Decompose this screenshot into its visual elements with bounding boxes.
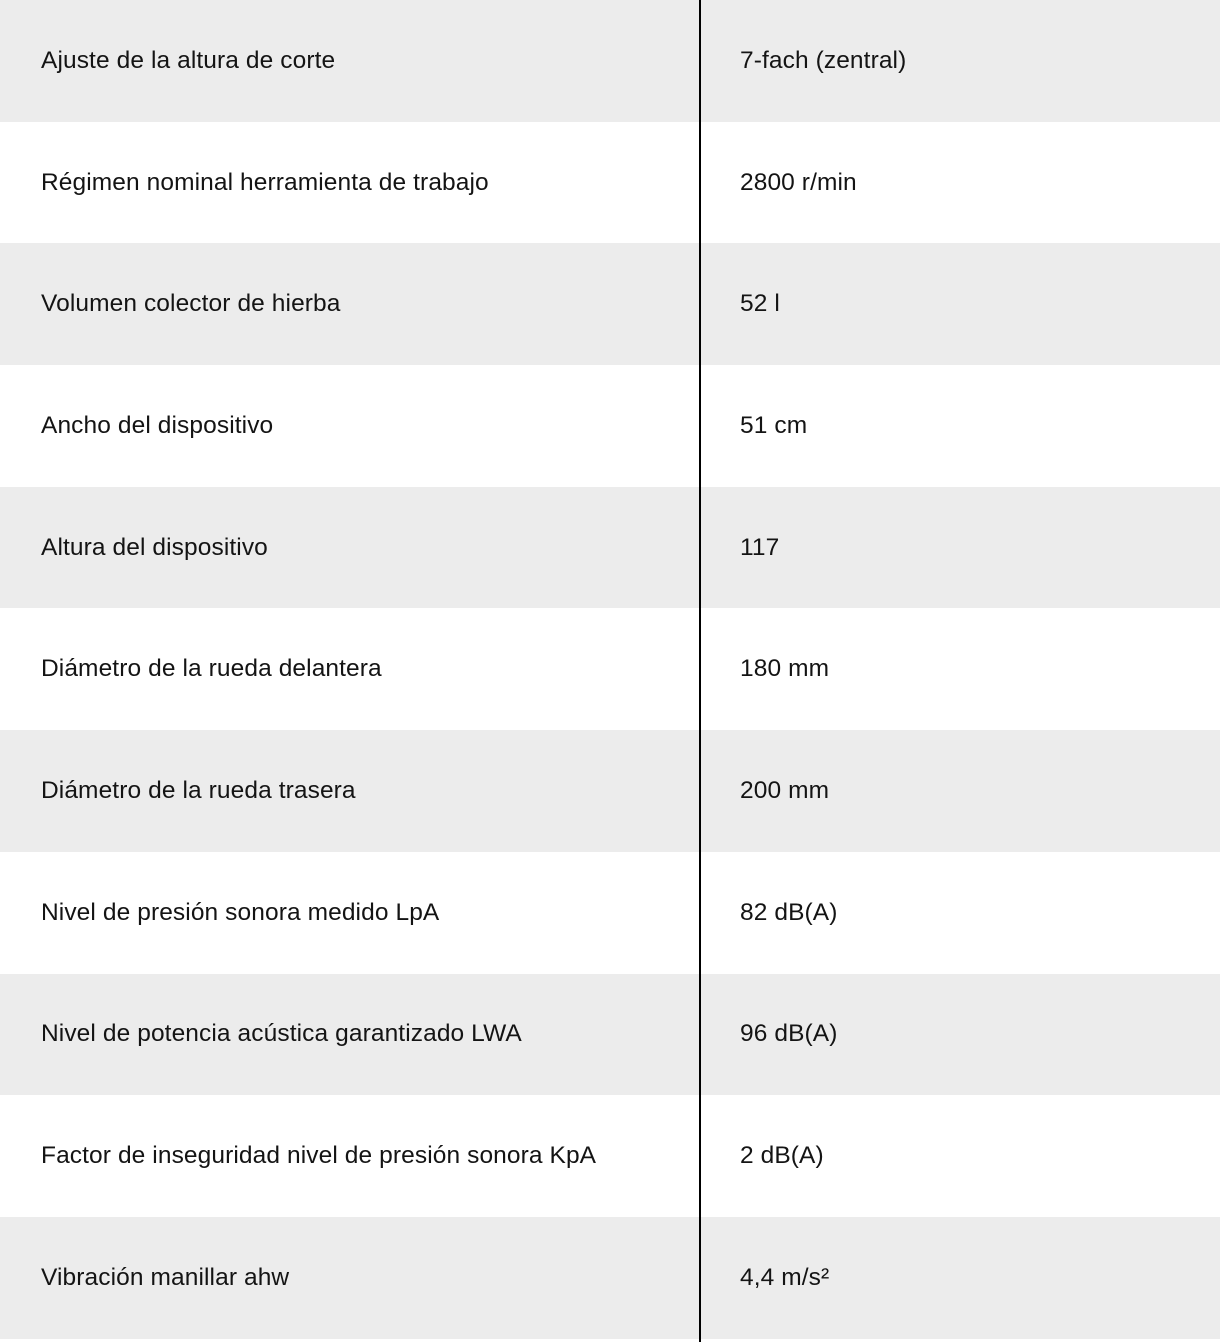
- spec-label-cell: Diámetro de la rueda delantera: [41, 655, 382, 683]
- spec-value-cell: 51 cm: [740, 411, 808, 439]
- spec-label-cell: Volumen colector de hierba: [41, 290, 341, 318]
- table-row: [0, 974, 1220, 1096]
- spec-label-cell: Diámetro de la rueda trasera: [41, 777, 356, 805]
- table-row: [0, 365, 1220, 487]
- table-row: [0, 608, 1220, 730]
- spec-label-cell: Altura del dispositivo: [41, 533, 268, 561]
- table-row: [0, 0, 1220, 122]
- spec-value-cell: 180 mm: [740, 655, 830, 683]
- table-row: [0, 487, 1220, 609]
- table-row: [0, 122, 1220, 244]
- table-row: [0, 1217, 1220, 1339]
- spec-value-cell: 2 dB(A): [740, 1142, 824, 1170]
- table-row: [0, 730, 1220, 852]
- spec-value-cell: 7-fach (zentral): [740, 46, 907, 74]
- spec-label-cell: Factor de inseguridad nivel de presión sonora KpA: [41, 1142, 597, 1170]
- spec-label-cell: Nivel de potencia acústica garantizado LWA: [41, 1020, 522, 1048]
- table-row: [0, 243, 1220, 365]
- spec-value-cell: 52 l: [740, 290, 780, 318]
- table-row: [0, 852, 1220, 974]
- table-row: [0, 1095, 1220, 1217]
- spec-label-cell: Vibración manillar ahw: [41, 1263, 290, 1291]
- spec-value-cell: 200 mm: [740, 777, 830, 805]
- spec-value-cell: 96 dB(A): [740, 1020, 838, 1048]
- spec-label-cell: Ajuste de la altura de corte: [41, 46, 336, 74]
- spec-label-cell: Ancho del dispositivo: [41, 411, 274, 439]
- spec-value-cell: 82 dB(A): [740, 898, 838, 926]
- spec-label-cell: Nivel de presión sonora medido LpA: [41, 898, 440, 926]
- spec-value-cell: 4,4 m/s²: [740, 1263, 830, 1291]
- spec-label-cell: Régimen nominal herramienta de trabajo: [41, 168, 489, 196]
- spec-value-cell: 2800 r/min: [740, 168, 857, 196]
- spec-value-cell: 117: [740, 533, 780, 561]
